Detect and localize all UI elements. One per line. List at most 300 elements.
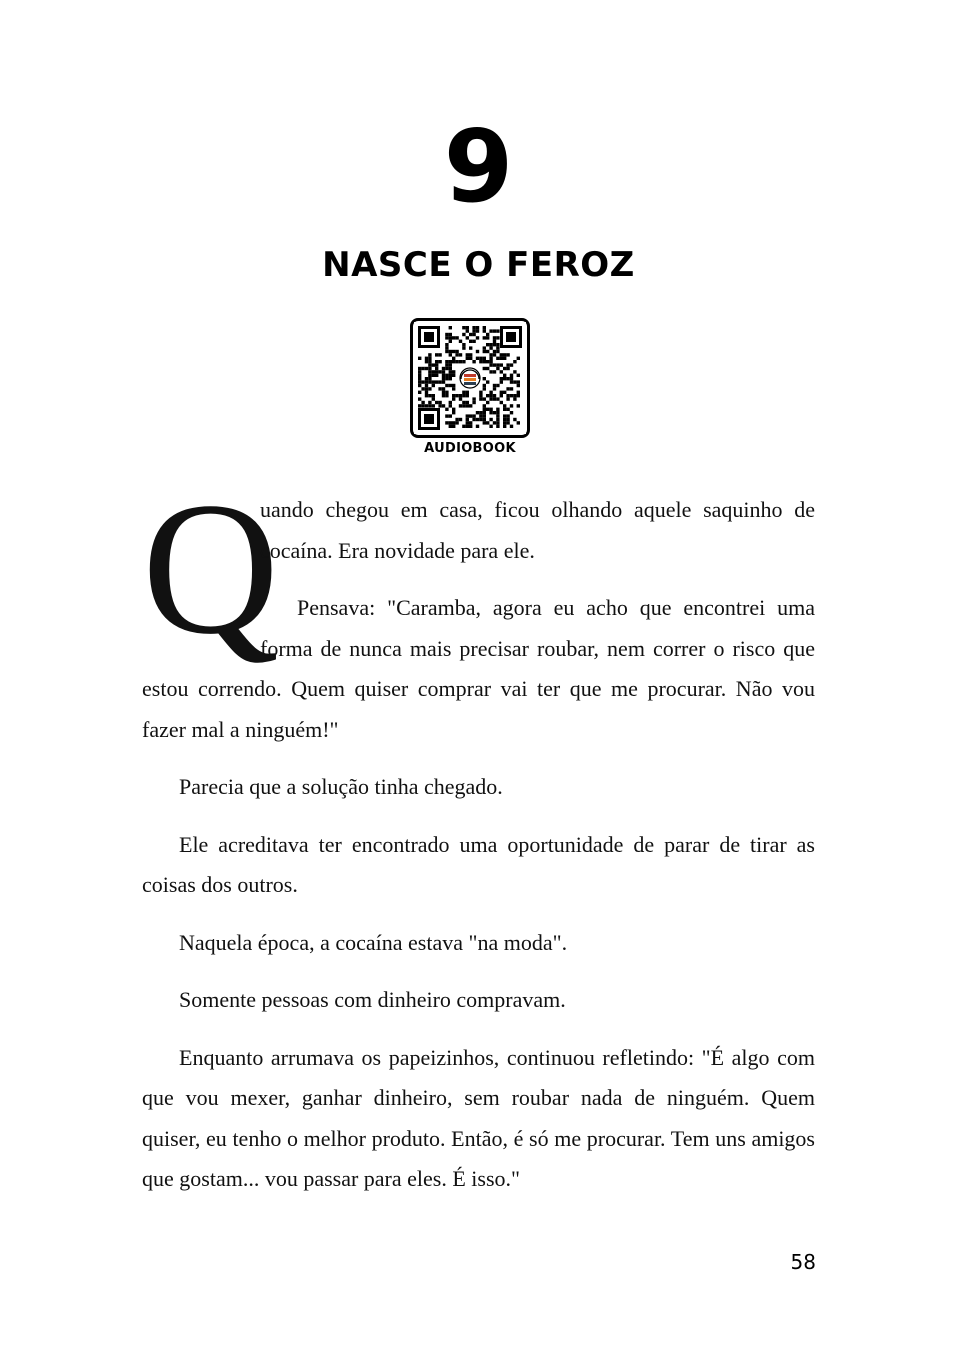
qr-module — [479, 414, 482, 417]
qr-module — [445, 336, 448, 339]
qr-module — [513, 370, 516, 373]
qr-module — [452, 336, 455, 339]
qr-module — [462, 401, 465, 404]
qr-module — [435, 360, 438, 363]
qr-module — [435, 353, 438, 356]
qr-module — [493, 411, 496, 414]
chapter-body — [142, 464, 815, 1217]
qr-module — [506, 377, 509, 380]
qr-module — [462, 404, 465, 407]
qr-module — [418, 397, 421, 400]
qr-module — [476, 336, 479, 339]
qr-module — [425, 377, 428, 380]
qr-module — [432, 394, 435, 397]
qr-module — [445, 350, 448, 353]
qr-module — [500, 401, 503, 404]
qr-module — [483, 387, 486, 390]
qr-module — [500, 357, 503, 360]
qr-module — [489, 370, 492, 373]
qr-module — [435, 367, 438, 370]
qr-module — [479, 360, 482, 363]
qr-module — [510, 363, 513, 366]
qr-module — [489, 397, 492, 400]
qr-module — [496, 397, 499, 400]
qr-module — [489, 346, 492, 349]
paragraph: uando chegou em casa, ficou olhando aquele saquinho de cocaína. Era novidade para ele. — [260, 497, 815, 563]
qr-module — [513, 397, 516, 400]
qr-module — [449, 374, 452, 377]
qr-module — [476, 425, 479, 428]
qr-module — [459, 340, 462, 343]
qr-module — [486, 367, 489, 370]
qr-module — [510, 380, 513, 383]
qr-module — [435, 370, 438, 373]
qr-module — [469, 357, 472, 360]
qr-module — [445, 367, 448, 370]
qr-module — [472, 340, 475, 343]
qr-module — [472, 401, 475, 404]
qr-module — [476, 326, 479, 329]
qr-module — [496, 329, 499, 332]
qr-module — [496, 343, 499, 346]
qr-module — [452, 411, 455, 414]
qr-module — [476, 329, 479, 332]
qr-module — [479, 357, 482, 360]
qr-module — [438, 353, 441, 356]
qr-module — [442, 391, 445, 394]
qr-module — [438, 387, 441, 390]
qr-module — [452, 350, 455, 353]
qr-module — [445, 346, 448, 349]
audiobook-qr[interactable] — [410, 318, 534, 456]
qr-module — [503, 425, 506, 428]
qr-module — [421, 404, 424, 407]
qr-module — [418, 357, 421, 360]
qr-module — [493, 421, 496, 424]
qr-module — [476, 411, 479, 414]
qr-module — [496, 408, 499, 411]
qr-module — [432, 384, 435, 387]
qr-module — [428, 377, 431, 380]
qr-module — [510, 425, 513, 428]
qr-module — [466, 394, 469, 397]
qr-module — [466, 404, 469, 407]
qr-module — [452, 387, 455, 390]
qr-module — [445, 377, 448, 380]
qr-module — [425, 394, 428, 397]
paragraph: Ele acreditava ter encontrado uma oportunidade de parar de tirar as coisas dos outros. — [142, 831, 815, 897]
qr-module — [472, 329, 475, 332]
qr-module — [469, 346, 472, 349]
qr-module — [517, 357, 520, 360]
qr-module — [442, 367, 445, 370]
qr-module — [438, 380, 441, 383]
qr-module — [455, 421, 458, 424]
qr-module — [459, 353, 462, 356]
qr-module — [479, 397, 482, 400]
qr-module — [445, 343, 448, 346]
qr-module — [496, 418, 499, 421]
qr-module — [503, 353, 506, 356]
qr-module — [489, 391, 492, 394]
qr-module — [428, 370, 431, 373]
qr-module — [496, 425, 499, 428]
qr-module — [493, 343, 496, 346]
qr-module — [425, 360, 428, 363]
qr-module — [455, 336, 458, 339]
qr-module — [472, 360, 475, 363]
qr-module — [503, 367, 506, 370]
qr-module — [503, 391, 506, 394]
qr-module — [496, 421, 499, 424]
qr-module — [517, 380, 520, 383]
qr-module — [462, 346, 465, 349]
qr-module — [421, 401, 424, 404]
qr-module — [483, 326, 486, 329]
qr-module — [469, 353, 472, 356]
audiobook-label: AUDIOBOOK — [424, 441, 516, 456]
qr-module — [489, 360, 492, 363]
qr-module — [479, 391, 482, 394]
qr-module — [486, 394, 489, 397]
qr-module — [432, 370, 435, 373]
qr-module — [438, 370, 441, 373]
qr-module — [435, 380, 438, 383]
qr-module — [489, 394, 492, 397]
qr-module — [428, 357, 431, 360]
qr-module — [445, 408, 448, 411]
qr-module — [432, 380, 435, 383]
qr-module — [449, 367, 452, 370]
qr-code-icon[interactable] — [410, 318, 530, 438]
qr-module — [466, 336, 469, 339]
qr-module — [462, 425, 465, 428]
paragraph: Enquanto arrumava os papeizinhos, continuou refletindo: "É algo com que vou mexer, ganhar dinheiro, sem roubar nada de ninguém. Quem quiser, eu tenho o melhor produto. Então, é só me procurar. Tem uns amigos que gostam... vou passar para eles. É isso." — [142, 1044, 815, 1191]
paragraph: Somente pessoas com dinheiro compravam. — [179, 987, 566, 1012]
paragraph: Parecia que a solução tinha chegado. — [179, 774, 503, 799]
qr-module — [472, 333, 475, 336]
qr-module — [496, 384, 499, 387]
qr-module — [500, 370, 503, 373]
qr-module — [500, 363, 503, 366]
qr-module — [425, 404, 428, 407]
qr-module — [425, 380, 428, 383]
qr-module — [489, 425, 492, 428]
qr-module — [472, 326, 475, 329]
qr-module — [428, 374, 431, 377]
qr-module — [483, 329, 486, 332]
qr-module — [517, 404, 520, 407]
qr-module — [483, 357, 486, 360]
qr-module — [483, 404, 486, 407]
qr-module — [438, 401, 441, 404]
qr-module — [428, 404, 431, 407]
qr-module — [449, 353, 452, 356]
qr-module — [466, 391, 469, 394]
qr-module — [500, 377, 503, 380]
drop-cap: Q — [142, 464, 280, 674]
qr-module — [445, 360, 448, 363]
qr-module — [496, 363, 499, 366]
qr-module — [479, 394, 482, 397]
qr-module — [466, 326, 469, 329]
qr-module — [428, 353, 431, 356]
qr-module — [452, 421, 455, 424]
qr-module — [506, 353, 509, 356]
qr-module — [449, 370, 452, 373]
qr-module — [449, 360, 452, 363]
qr-module — [452, 425, 455, 428]
qr-module — [438, 360, 441, 363]
qr-module — [466, 418, 469, 421]
qr-module — [432, 374, 435, 377]
qr-module — [483, 336, 486, 339]
qr-module — [489, 408, 492, 411]
qr-module — [469, 421, 472, 424]
qr-module — [476, 350, 479, 353]
qr-module — [493, 363, 496, 366]
qr-module — [486, 336, 489, 339]
qr-module — [503, 421, 506, 424]
page-number: 58 — [790, 1250, 816, 1274]
qr-module — [489, 363, 492, 366]
qr-module — [418, 370, 421, 373]
qr-module — [510, 374, 513, 377]
qr-module — [493, 387, 496, 390]
qr-module — [445, 333, 448, 336]
qr-module — [489, 329, 492, 332]
qr-module — [455, 360, 458, 363]
qr-module — [496, 411, 499, 414]
qr-module — [486, 380, 489, 383]
qr-module — [489, 357, 492, 360]
qr-module — [432, 397, 435, 400]
qr-module — [425, 391, 428, 394]
qr-module — [517, 374, 520, 377]
qr-module — [500, 394, 503, 397]
qr-module — [469, 340, 472, 343]
qr-module — [442, 387, 445, 390]
qr-module — [418, 384, 421, 387]
qr-module — [493, 329, 496, 332]
qr-module — [476, 357, 479, 360]
qr-module — [506, 418, 509, 421]
qr-module — [445, 414, 448, 417]
qr-module — [442, 377, 445, 380]
qr-module — [513, 418, 516, 421]
qr-module — [517, 394, 520, 397]
qr-module — [483, 377, 486, 380]
qr-module — [462, 326, 465, 329]
qr-module — [449, 401, 452, 404]
qr-module — [466, 401, 469, 404]
qr-module — [442, 374, 445, 377]
qr-module — [496, 346, 499, 349]
qr-module — [418, 377, 421, 380]
qr-module — [428, 401, 431, 404]
qr-module — [428, 394, 431, 397]
qr-module — [462, 360, 465, 363]
qr-module — [506, 387, 509, 390]
qr-module — [486, 401, 489, 404]
qr-module — [486, 421, 489, 424]
qr-module — [455, 394, 458, 397]
qr-module — [483, 360, 486, 363]
qr-module — [459, 404, 462, 407]
qr-module — [486, 408, 489, 411]
qr-module — [452, 370, 455, 373]
qr-module — [449, 414, 452, 417]
qr-module — [452, 394, 455, 397]
qr-module — [503, 357, 506, 360]
chapter-title: NASCE O FEROZ — [322, 245, 635, 285]
qr-module — [496, 336, 499, 339]
qr-module — [506, 397, 509, 400]
qr-module — [455, 418, 458, 421]
qr-module — [483, 384, 486, 387]
qr-module — [496, 357, 499, 360]
qr-module — [486, 350, 489, 353]
qr-module — [513, 380, 516, 383]
qr-module — [517, 421, 520, 424]
qr-module — [435, 401, 438, 404]
qr-module — [449, 404, 452, 407]
qr-module — [462, 394, 465, 397]
qr-module — [506, 414, 509, 417]
qr-module — [472, 397, 475, 400]
qr-module — [421, 367, 424, 370]
qr-module — [503, 404, 506, 407]
qr-module — [452, 374, 455, 377]
qr-module — [432, 363, 435, 366]
qr-module — [479, 418, 482, 421]
qr-module — [442, 404, 445, 407]
qr-module — [449, 384, 452, 387]
qr-module — [517, 391, 520, 394]
qr-module — [466, 329, 469, 332]
qr-module — [425, 387, 428, 390]
qr-module — [496, 350, 499, 353]
qr-module — [489, 343, 492, 346]
qr-module — [455, 353, 458, 356]
qr-module — [483, 346, 486, 349]
qr-module — [517, 384, 520, 387]
qr-module — [466, 421, 469, 424]
qr-module — [449, 326, 452, 329]
qr-module — [418, 404, 421, 407]
qr-module — [483, 411, 486, 414]
qr-module — [445, 391, 448, 394]
qr-module — [506, 408, 509, 411]
qr-module — [418, 374, 421, 377]
qr-module — [435, 374, 438, 377]
qr-module — [418, 367, 421, 370]
qr-module — [493, 336, 496, 339]
qr-module — [513, 394, 516, 397]
qr-module — [486, 343, 489, 346]
qr-module — [493, 350, 496, 353]
chapter-number: 9 — [443, 108, 514, 225]
qr-module — [466, 357, 469, 360]
qr-module — [483, 421, 486, 424]
qr-module — [493, 370, 496, 373]
qr-module — [469, 404, 472, 407]
qr-module — [445, 421, 448, 424]
qr-module — [421, 380, 424, 383]
qr-module — [452, 397, 455, 400]
qr-module — [445, 384, 448, 387]
qr-module — [449, 421, 452, 424]
qr-module — [428, 380, 431, 383]
qr-module — [469, 425, 472, 428]
qr-module — [493, 397, 496, 400]
paragraph-text: Pensava: "Caramba, agora eu acho que encontrei uma forma de nunca mais precisar roubar, nem correr o risco que estou correndo. Quem quiser comprar vai ter que me procurar. Não vou fazer mal a ninguém!" — [142, 595, 815, 742]
qr-module — [418, 391, 421, 394]
qr-module — [449, 350, 452, 353]
qr-module — [506, 363, 509, 366]
qr-module — [510, 387, 513, 390]
qr-module — [483, 408, 486, 411]
qr-module — [476, 418, 479, 421]
qr-module — [489, 418, 492, 421]
qr-module — [483, 350, 486, 353]
qr-module — [432, 404, 435, 407]
qr-module — [503, 377, 506, 380]
qr-module — [472, 418, 475, 421]
qr-module — [493, 353, 496, 356]
qr-module — [428, 367, 431, 370]
qr-module — [466, 414, 469, 417]
qr-module — [510, 411, 513, 414]
qr-module — [428, 360, 431, 363]
qr-module — [449, 377, 452, 380]
qr-module — [438, 404, 441, 407]
qr-module — [449, 333, 452, 336]
qr-module — [466, 353, 469, 356]
qr-module — [459, 418, 462, 421]
qr-module — [455, 350, 458, 353]
qr-module — [459, 397, 462, 400]
qr-module — [425, 367, 428, 370]
qr-module — [462, 343, 465, 346]
qr-module — [469, 414, 472, 417]
qr-module — [425, 384, 428, 387]
qr-module — [418, 380, 421, 383]
qr-module — [452, 384, 455, 387]
qr-module — [442, 380, 445, 383]
qr-module — [442, 370, 445, 373]
qr-module — [503, 374, 506, 377]
qr-module — [503, 418, 506, 421]
qr-module — [513, 360, 516, 363]
qr-module — [459, 394, 462, 397]
qr-module — [503, 408, 506, 411]
qr-module — [500, 380, 503, 383]
qr-module — [428, 387, 431, 390]
qr-module — [500, 353, 503, 356]
qr-module — [493, 384, 496, 387]
qr-module — [496, 367, 499, 370]
qr-module — [479, 411, 482, 414]
qr-module — [489, 411, 492, 414]
qr-module — [425, 357, 428, 360]
qr-module — [483, 367, 486, 370]
qr-module — [506, 367, 509, 370]
qr-module — [472, 414, 475, 417]
paragraph: Naquela época, a cocaína estava "na moda". — [179, 929, 568, 955]
qr-module — [510, 394, 513, 397]
qr-module — [445, 394, 448, 397]
